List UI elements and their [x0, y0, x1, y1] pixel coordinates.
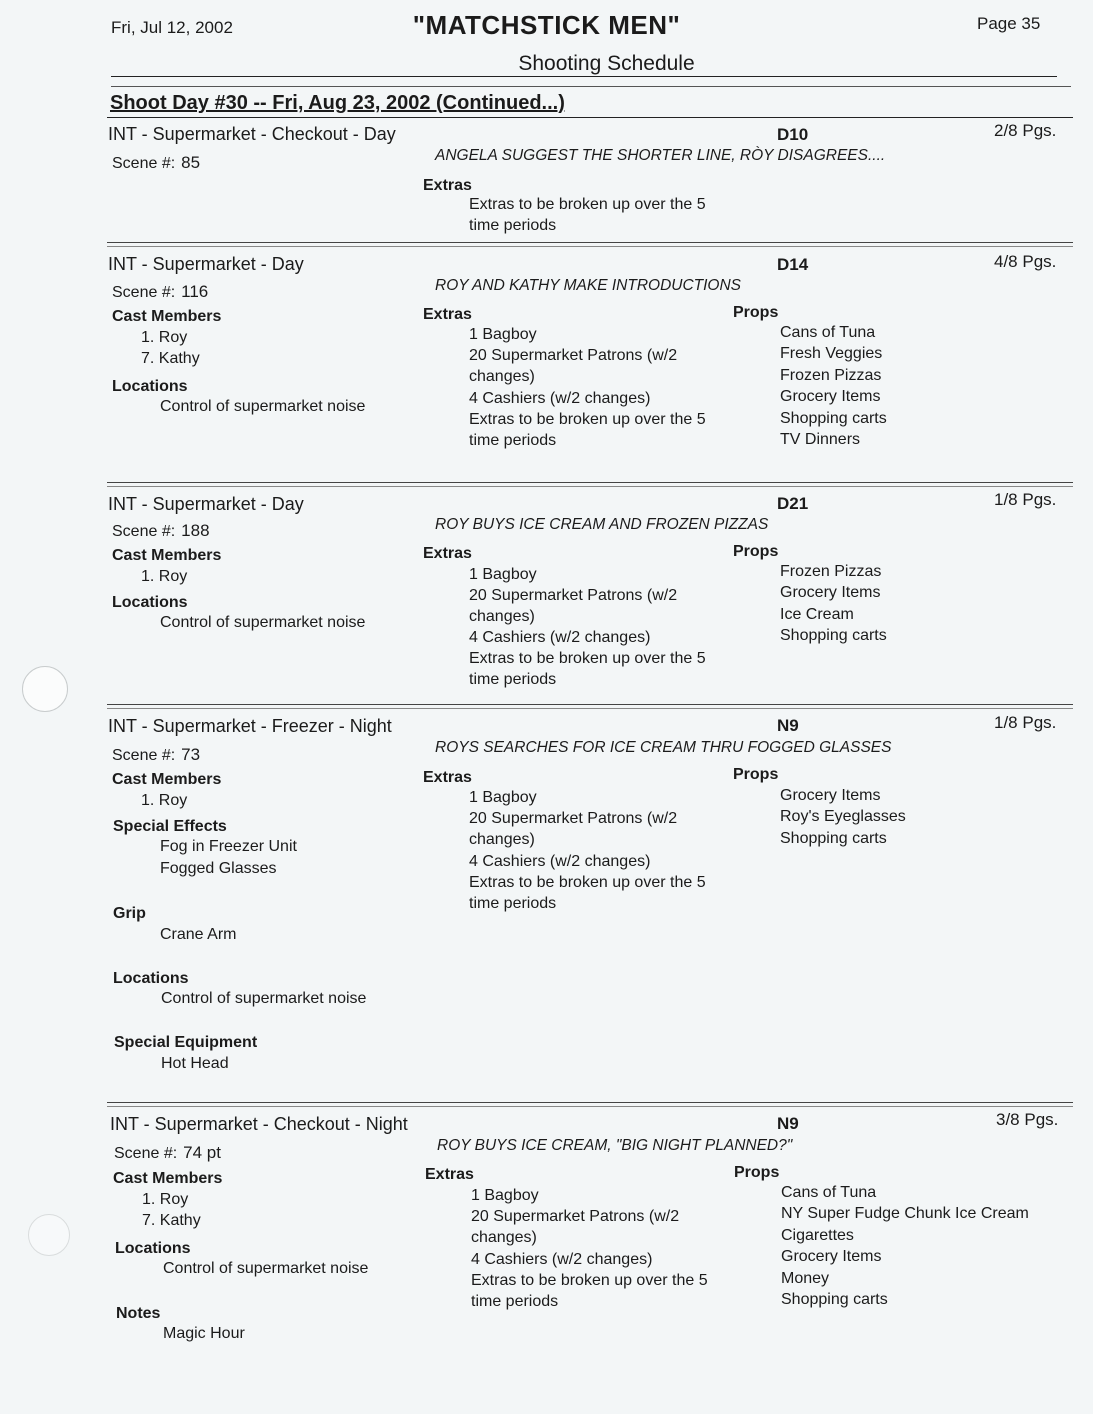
notes-label: Notes — [116, 1305, 161, 1322]
grip-label: Grip — [113, 905, 146, 922]
page-count: 4/8 Pgs. — [994, 252, 1057, 271]
scene-number-value: 73 — [181, 745, 201, 764]
extras-item: 4 Cashiers (w/2 changes) — [469, 390, 651, 407]
page-count: 1/8 Pgs. — [994, 490, 1057, 509]
cast-label: Cast Members — [113, 1170, 223, 1187]
locations-label: Locations — [115, 1240, 191, 1257]
scene-separator — [107, 246, 1073, 247]
extras-item: 20 Supermarket Patrons (w/2 — [471, 1208, 680, 1225]
cast-item: 1. Roy — [141, 792, 188, 809]
scene-separator — [107, 1106, 1073, 1107]
cast-item: 1. Roy — [142, 1191, 189, 1208]
cast-label: Cast Members — [112, 771, 222, 788]
extras-item: 1 Bagboy — [471, 1187, 539, 1204]
scene-label: Scene #: — [112, 747, 176, 764]
props-item: Ice Cream — [780, 606, 854, 623]
set-name: INT - Supermarket - Checkout - Day — [108, 124, 396, 144]
locations-item: Control of supermarket noise — [163, 1260, 369, 1277]
scene-separator — [107, 704, 1073, 705]
notes-item: Magic Hour — [163, 1325, 245, 1342]
shoot-day-heading-text: Shoot Day #30 -- Fri, Aug 23, 2002 (Continued...) — [110, 92, 565, 114]
props-item: Grocery Items — [780, 388, 881, 405]
scene-number — [112, 521, 210, 541]
extras-item: time periods — [469, 671, 557, 688]
scene-label: Scene #: — [114, 1145, 178, 1162]
extras-item: Extras to be broken up over the 5 — [469, 411, 706, 428]
props-item: Grocery Items — [781, 1248, 882, 1265]
locations-label: Locations — [112, 378, 188, 395]
header-rule — [111, 86, 1071, 87]
extras-item: Extras to be broken up over the 5 — [469, 650, 706, 667]
props-item: Grocery Items — [780, 584, 881, 601]
props-item: Cigarettes — [781, 1227, 854, 1244]
scene-synopsis: ROY BUYS ICE CREAM, "BIG NIGHT PLANNED?" — [437, 1137, 793, 1154]
extras-item: 20 Supermarket Patrons (w/2 — [469, 587, 678, 604]
props-item: Cans of Tuna — [780, 324, 876, 341]
day-night-code: D21 — [777, 494, 809, 513]
extras-item: Extras to be broken up over the 5 — [471, 1272, 708, 1289]
extras-item: 4 Cashiers (w/2 changes) — [471, 1251, 653, 1268]
extras-label: Extras — [425, 1166, 474, 1183]
shoot-day-heading — [110, 92, 565, 115]
document-subtitle: Shooting Schedule — [518, 52, 695, 75]
props-label: Props — [733, 766, 779, 783]
set-name: INT - Supermarket - Freezer - Night — [108, 716, 392, 736]
props-item: Frozen Pizzas — [780, 367, 882, 384]
scene-synopsis: ROY AND KATHY MAKE INTRODUCTIONS — [435, 277, 742, 294]
special-equipment-item: Hot Head — [161, 1055, 229, 1072]
locations-label: Locations — [113, 970, 189, 987]
extras-item: changes) — [471, 1229, 537, 1246]
scene-synopsis: ANGELA SUGGEST THE SHORTER LINE, RÒY DISAGREES.... — [435, 147, 886, 164]
set-name: INT - Supermarket - Day — [108, 254, 304, 274]
document-title: "MATCHSTICK MEN" — [412, 10, 681, 40]
scene-separator — [107, 708, 1073, 709]
extras-item: time periods — [469, 217, 557, 234]
props-item: Fresh Veggies — [780, 345, 883, 362]
scene-number-value: 116 — [181, 282, 209, 301]
scene-number — [112, 282, 208, 302]
props-item: Shopping carts — [781, 1291, 888, 1308]
cast-item: 1. Roy — [141, 568, 188, 585]
scene-number-value: 188 — [181, 521, 210, 540]
extras-item: changes) — [469, 608, 535, 625]
day-heading-rule — [107, 117, 1073, 118]
props-item: NY Super Fudge Chunk Ice Cream — [781, 1205, 1029, 1222]
page-count: 1/8 Pgs. — [994, 713, 1057, 732]
page-count: 3/8 Pgs. — [996, 1110, 1059, 1129]
day-night-code: D14 — [777, 255, 809, 274]
props-label: Props — [733, 304, 779, 321]
extras-item: changes) — [469, 368, 535, 385]
special-effects-label: Special Effects — [113, 818, 227, 835]
props-item: Grocery Items — [780, 787, 881, 804]
cast-label: Cast Members — [112, 547, 222, 564]
props-item: Roy's Eyeglasses — [780, 808, 906, 825]
header-date: Fri, Jul 12, 2002 — [111, 18, 233, 37]
cast-item: 1. Roy — [141, 329, 188, 346]
props-item: Frozen Pizzas — [780, 563, 882, 580]
extras-label: Extras — [423, 306, 472, 323]
scene-label: Scene #: — [112, 155, 176, 172]
extras-label: Extras — [423, 177, 472, 194]
day-night-code: N9 — [777, 1114, 799, 1133]
locations-item: Control of supermarket noise — [160, 398, 366, 415]
props-item: Money — [781, 1270, 830, 1287]
locations-label: Locations — [112, 594, 188, 611]
special-effects-item: Fogged Glasses — [160, 860, 277, 877]
extras-item: time periods — [471, 1293, 559, 1310]
scene-label: Scene #: — [112, 284, 176, 301]
scene-number — [112, 745, 200, 765]
scene-number-value: 85 — [181, 153, 201, 172]
special-effects-item: Fog in Freezer Unit — [160, 838, 297, 855]
binder-hole — [28, 1214, 70, 1256]
scene-synopsis: ROYS SEARCHES FOR ICE CREAM THRU FOGGED GLASSES — [435, 739, 892, 756]
extras-item: time periods — [469, 895, 557, 912]
extras-item: Extras to be broken up over the 5 — [469, 874, 706, 891]
cast-label: Cast Members — [112, 308, 222, 325]
scene-separator — [107, 1102, 1073, 1103]
scene-separator — [107, 482, 1073, 483]
grip-item: Crane Arm — [160, 926, 237, 943]
props-item: TV Dinners — [780, 431, 861, 448]
binder-hole — [22, 666, 68, 712]
scene-label: Scene #: — [112, 523, 176, 540]
cast-item: 7. Kathy — [141, 350, 200, 367]
scene-separator — [107, 242, 1073, 243]
header-rule — [111, 76, 1057, 77]
scene-separator — [107, 486, 1073, 487]
props-item: Shopping carts — [780, 410, 887, 427]
props-label: Props — [734, 1164, 780, 1181]
extras-item: 4 Cashiers (w/2 changes) — [469, 629, 651, 646]
page-count: 2/8 Pgs. — [994, 121, 1057, 140]
special-equipment-label: Special Equipment — [114, 1034, 258, 1051]
set-name: INT - Supermarket - Checkout - Night — [110, 1114, 408, 1134]
extras-item: 4 Cashiers (w/2 changes) — [469, 853, 651, 870]
props-item: Cans of Tuna — [781, 1184, 877, 1201]
props-label: Props — [733, 543, 779, 560]
extras-item: Extras to be broken up over the 5 — [469, 196, 706, 213]
extras-item: 1 Bagboy — [469, 789, 537, 806]
props-item: Shopping carts — [780, 830, 887, 847]
day-night-code: D10 — [777, 125, 809, 144]
locations-item: Control of supermarket noise — [161, 990, 367, 1007]
cast-item: 7. Kathy — [142, 1212, 201, 1229]
extras-label: Extras — [423, 545, 472, 562]
scene-synopsis: ROY BUYS ICE CREAM AND FROZEN PIZZAS — [435, 516, 769, 533]
scene-number-value: 74 pt — [183, 1143, 221, 1162]
scene-number — [114, 1143, 221, 1163]
extras-item: time periods — [469, 432, 557, 449]
extras-item: 1 Bagboy — [469, 566, 537, 583]
scene-number — [112, 153, 200, 173]
extras-item: 1 Bagboy — [469, 326, 537, 343]
extras-label: Extras — [423, 769, 472, 786]
locations-item: Control of supermarket noise — [160, 614, 366, 631]
day-night-code: N9 — [777, 716, 799, 735]
set-name: INT - Supermarket - Day — [108, 494, 304, 514]
extras-item: 20 Supermarket Patrons (w/2 — [469, 347, 678, 364]
page-number: Page 35 — [977, 14, 1041, 33]
extras-item: 20 Supermarket Patrons (w/2 — [469, 810, 678, 827]
extras-item: changes) — [469, 831, 535, 848]
props-item: Shopping carts — [780, 627, 887, 644]
